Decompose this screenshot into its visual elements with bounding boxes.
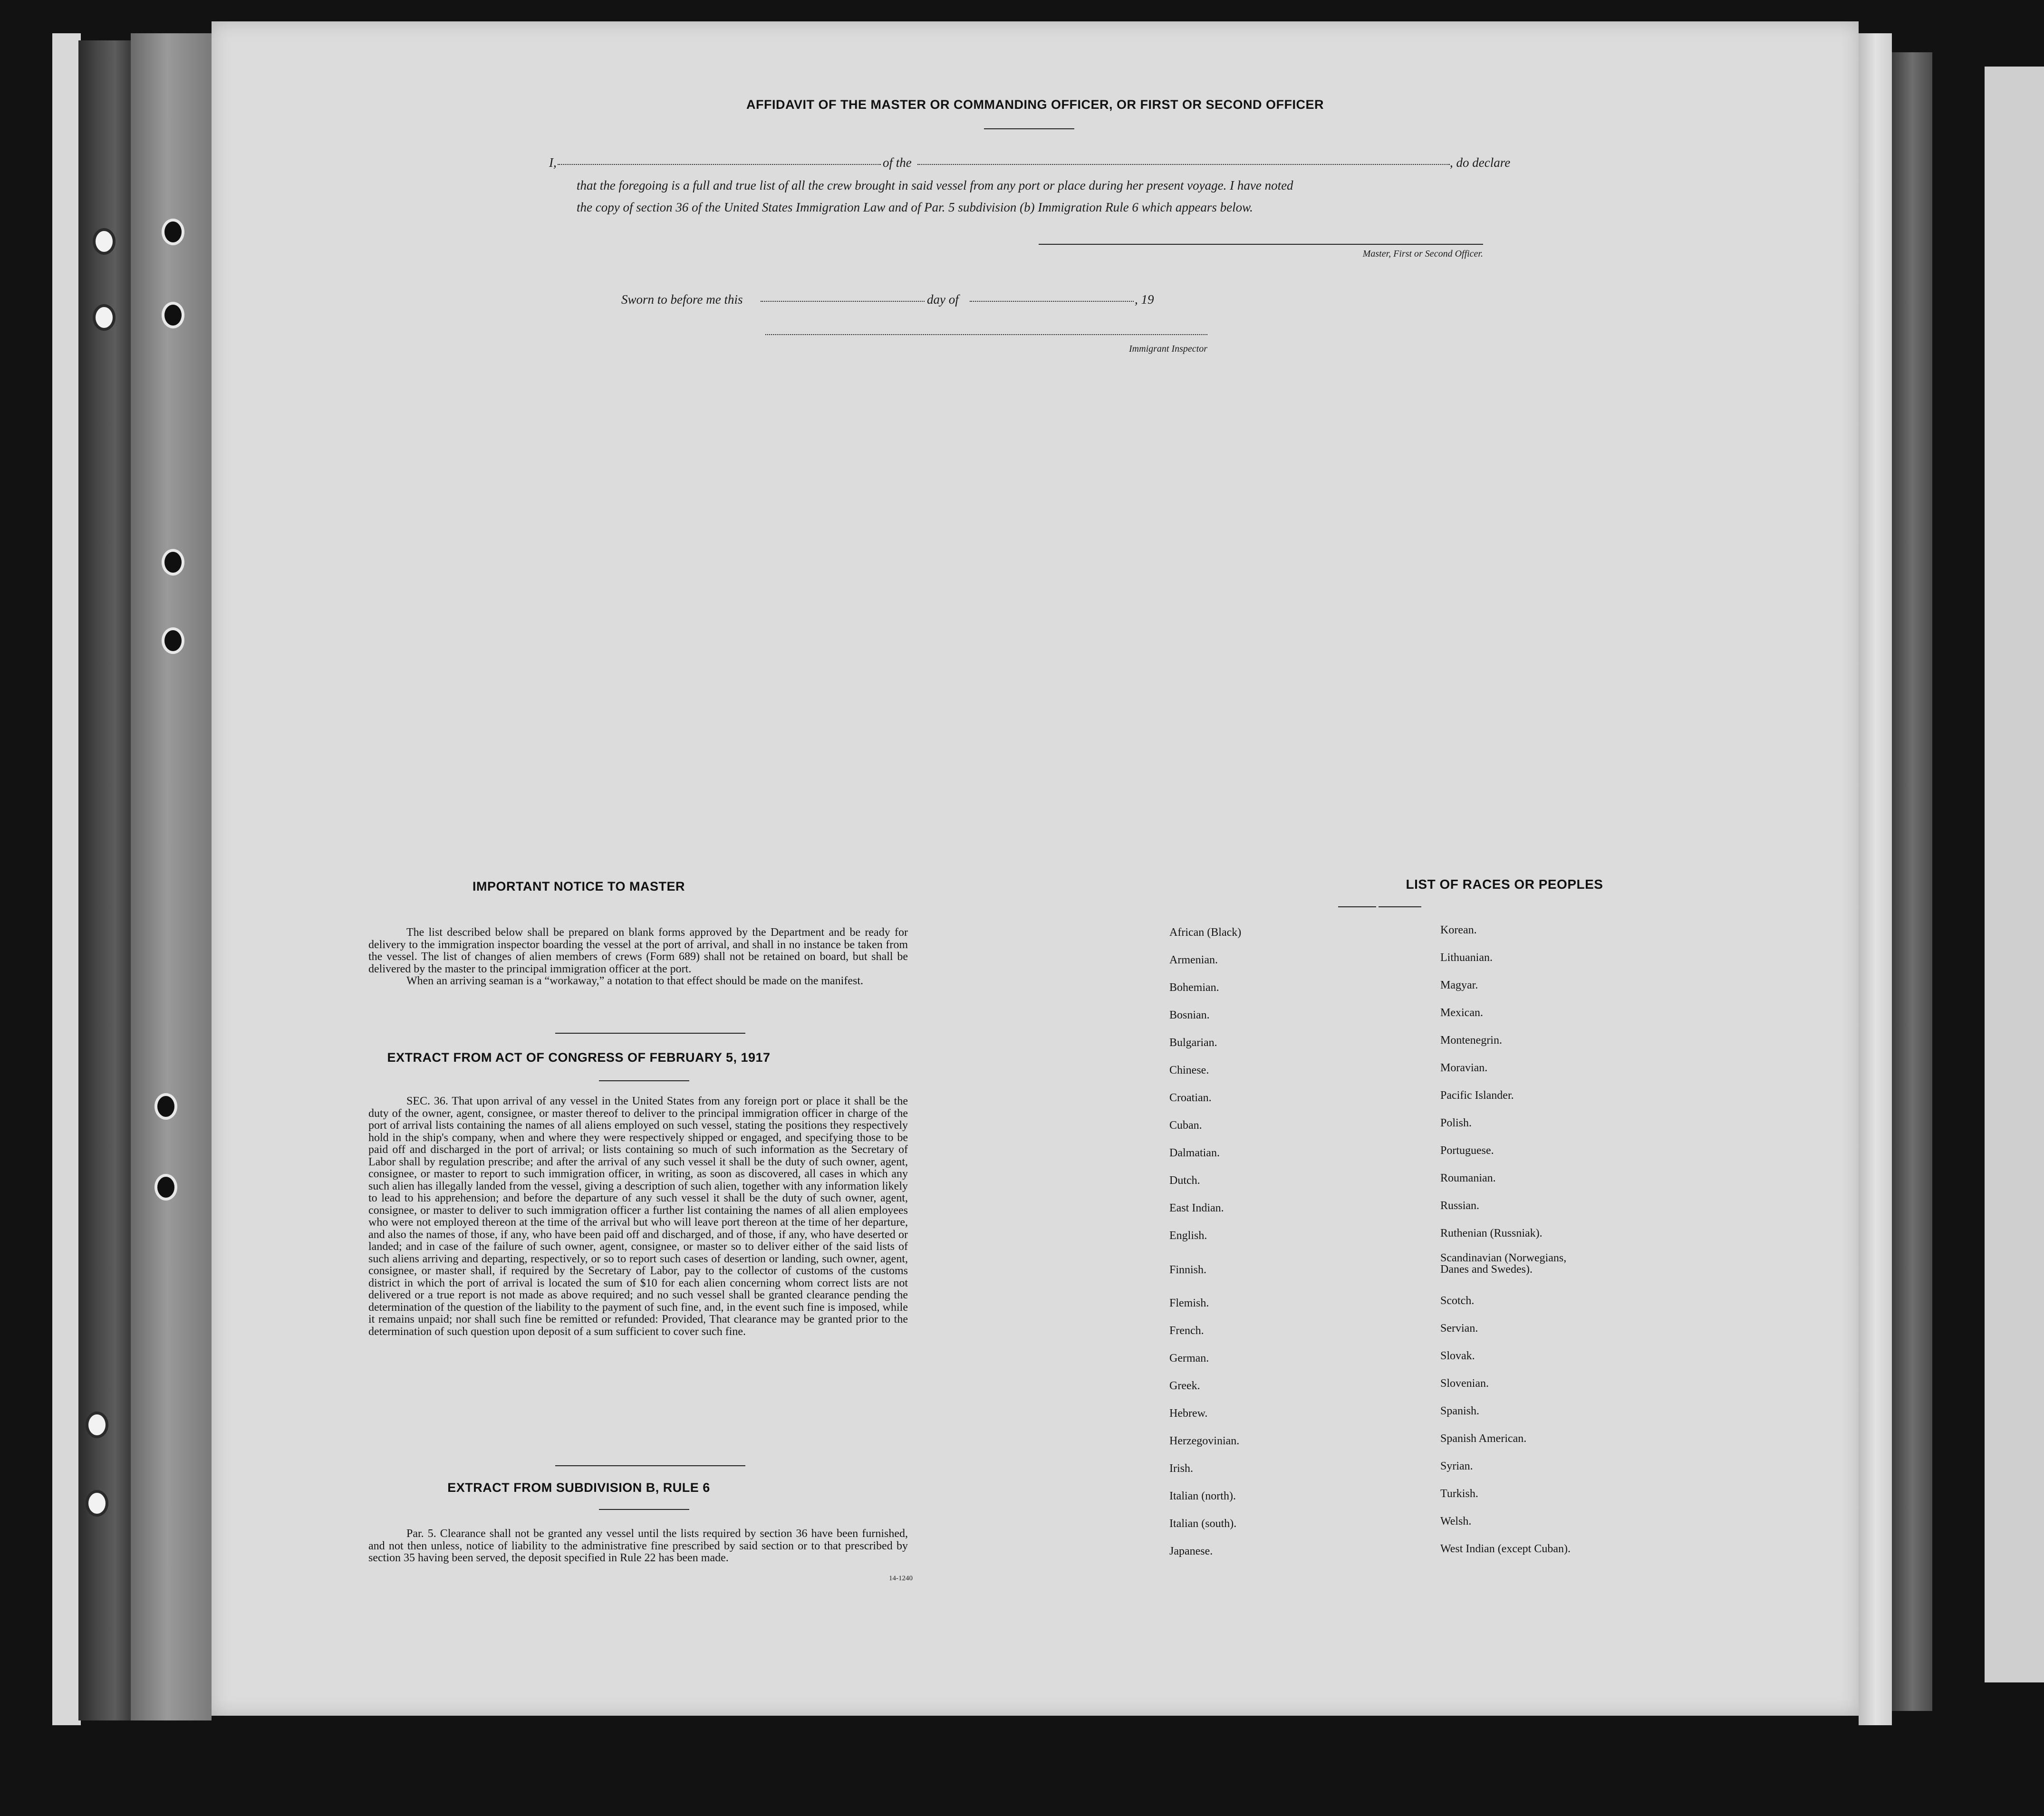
race-item: Italian (south). xyxy=(1169,1518,1237,1530)
race-item: Welsh. xyxy=(1440,1515,1472,1528)
race-item: Irish. xyxy=(1169,1462,1193,1475)
act-extract-paragraph: SEC. 36. That upon arrival of any vessel in the United States from any foreign port or place it shall be the duty of the owner, agent, consignee, or master thereof to deliver to the principal immigration officer in charge of the port of arrival lists containing the names of all aliens employed on such vessel, stating the positions they respectively hold in the ship's company, when and where they were respectively shipped or engaged, and specifying those to be paid off and discharged in the port of arrival; or lists containing so much of such information as the Secretary of Labor shall by regulation prescribe; and after the arrival of any such vessel it shall be the duty of such owner, agent, consignee, or master to report to such immigration officer, in writing, as soon as discovered, all cases in which any such alien has illegally landed from the vessel, giving a description of such alien, together with any information likely to lead to his apprehension; and before the departure of any such vessel it shall be the duty of such owner, agent, consignee, or master to deliver to such immigration officer a further list containing the names of all alien employees who were not employed thereon at the time of the arrival but who will leave port thereon at the time of her departure, and also the names of those, if any, who have been paid off and discharged, and of those, if any, who have deserted or landed; and in case of the failure of such owner, agent, consignee, or master so to deliver either of the said lists of such aliens arriving and departing, respectively, or so to report such cases of desertion or landing, such owner, agent, consignee, or master shall, if required by the Secretary of Labor, pay to the collector of customs of the customs district in which the port of arrival is located the sum of $10 for each alien concerning whom correct lists are not delivered or a true report is not made as above required; and no such vessel shall be granted clearance pending the determination of the question of the liability to the payment of such fine, and, in the event such fine is imposed, while it remains unpaid; nor shall such fine be remitted or refunded: Provided, That clearance may be granted prior to the determination of such question upon deposit of a sum sufficient to cover such fine. xyxy=(368,1095,908,1338)
race-item: Bohemian. xyxy=(1169,981,1219,994)
rule-extract-title: EXTRACT FROM SUBDIVISION B, RULE 6 xyxy=(447,1480,710,1495)
race-item: French. xyxy=(1169,1325,1204,1337)
race-item: Syrian. xyxy=(1440,1460,1473,1472)
race-item: Scandinavian (Norwegians, Danes and Swedes). xyxy=(1440,1252,1567,1276)
race-item: African (Black) xyxy=(1169,926,1242,939)
race-item: German. xyxy=(1169,1352,1209,1364)
sworn-month-field[interactable] xyxy=(970,301,1134,302)
manifest-page xyxy=(212,21,1859,1716)
race-item: Dalmatian. xyxy=(1169,1147,1220,1159)
race-item: Servian. xyxy=(1440,1322,1478,1335)
right-edge-page xyxy=(1985,67,2044,1682)
race-item: Finnish. xyxy=(1169,1264,1207,1276)
binder-hole-icon xyxy=(86,1412,108,1438)
affidavit-statement-line: the copy of section 36 of the United States Immigration Law and of Par. 5 subdivision (b) Immigration Rule 6 which appears below. xyxy=(577,200,1253,214)
race-item: Moravian. xyxy=(1440,1062,1488,1074)
race-item: Pacific Islander. xyxy=(1440,1089,1514,1102)
master-name-field[interactable] xyxy=(558,164,881,165)
race-item: Japanese. xyxy=(1169,1545,1213,1557)
race-item: Flemish. xyxy=(1169,1297,1209,1309)
race-item: Spanish. xyxy=(1440,1405,1480,1417)
left-binder-spine xyxy=(78,40,131,1720)
year-label: , 19 xyxy=(1135,292,1154,307)
section-rule xyxy=(599,1080,689,1081)
binder-hole-icon xyxy=(154,1093,177,1120)
affidavit-title: AFFIDAVIT OF THE MASTER OR COMMANDING OFFICER, OR FIRST OR SECOND OFFICER xyxy=(746,97,1324,112)
inspector-caption: Immigrant Inspector xyxy=(1129,344,1207,354)
master-signature-caption: Master, First or Second Officer. xyxy=(1362,249,1483,259)
race-item: Lithuanian. xyxy=(1440,951,1493,964)
act-extract-body xyxy=(368,1095,908,1338)
section-rule xyxy=(1379,906,1421,907)
form-number: 14-1240 xyxy=(889,1575,913,1582)
race-item: Herzegovinian. xyxy=(1169,1435,1240,1447)
race-item: Bosnian. xyxy=(1169,1009,1210,1021)
section-rule xyxy=(555,1033,745,1034)
act-extract-title: EXTRACT FROM ACT OF CONGRESS OF FEBRUARY 5, 1917 xyxy=(387,1050,771,1065)
race-item: Portuguese. xyxy=(1440,1144,1494,1157)
race-item: English. xyxy=(1169,1230,1207,1242)
notice-title: IMPORTANT NOTICE TO MASTER xyxy=(472,879,685,894)
binder-hole-icon xyxy=(162,302,184,328)
race-item: Slovak. xyxy=(1440,1350,1475,1362)
race-item: East Indian. xyxy=(1169,1202,1224,1214)
race-item: Bulgarian. xyxy=(1169,1037,1217,1049)
binder-hole-icon xyxy=(86,1490,108,1517)
race-item: Mexican. xyxy=(1440,1007,1483,1019)
left-back-page xyxy=(52,33,81,1725)
race-item: Slovenian. xyxy=(1440,1377,1489,1390)
master-signature-line[interactable] xyxy=(1039,244,1483,245)
races-title: LIST OF RACES OR PEOPLES xyxy=(1406,877,1603,892)
race-item: Ruthenian (Russniak). xyxy=(1440,1227,1543,1239)
sworn-day-field[interactable] xyxy=(761,301,925,302)
binder-hole-icon xyxy=(93,228,116,255)
sworn-label: Sworn to before me this xyxy=(621,292,743,307)
binder-hole-icon xyxy=(162,219,184,245)
notice-paragraph: The list described below shall be prepared on blank forms approved by the Department and be ready for delivery to the immigration inspector boarding the vessel at the port of arrival, and shall in no instance be taken from the vessel. The list of changes of alien members of crews (Form 689) shall not be retained on board, but shall be delivered by the master to the principal immigration officer at the port. xyxy=(368,926,908,975)
binder-hole-icon xyxy=(162,549,184,576)
race-item: Spanish American. xyxy=(1440,1432,1527,1445)
race-item: Scotch. xyxy=(1440,1295,1475,1307)
race-item: Polish. xyxy=(1440,1117,1472,1129)
section-rule xyxy=(599,1509,689,1510)
binder-hole-icon xyxy=(93,304,116,331)
race-item: Croatian. xyxy=(1169,1092,1212,1104)
affidavit-i-label: I, xyxy=(549,155,557,170)
vessel-name-field[interactable] xyxy=(917,164,1450,165)
section-rule xyxy=(1338,906,1376,907)
right-binder-spine xyxy=(1892,52,1932,1711)
right-page-stack xyxy=(1859,33,1892,1725)
race-item: Hebrew. xyxy=(1169,1407,1208,1420)
affidavit-statement-line: that the foregoing is a full and true list of all the crew brought in said vessel from any port or place during her present voyage. I have noted xyxy=(577,178,1293,192)
affidavit-declare-label: , do declare xyxy=(1450,155,1511,170)
race-item: Turkish. xyxy=(1440,1488,1478,1500)
race-item: West Indian (except Cuban). xyxy=(1440,1543,1571,1555)
affidavit-of-the-label: of the xyxy=(883,155,912,170)
day-of-label: day of xyxy=(927,292,959,307)
race-item: Chinese. xyxy=(1169,1064,1209,1076)
section-rule xyxy=(555,1465,745,1466)
rule-extract-paragraph: Par. 5. Clearance shall not be granted any vessel until the lists required by section 36 have been furnished, and not then unless, notice of liability to the administrative fine prescribed by said section or to that prescribed by section 35 having been served, the deposit specified in Rule 22 has been made. xyxy=(368,1528,908,1564)
left-binder-strip xyxy=(131,33,212,1720)
notice-paragraph: When an arriving seaman is a “workaway,” a notation to that effect should be made on the manifest. xyxy=(406,975,863,987)
race-item: Armenian. xyxy=(1169,954,1218,966)
title-rule xyxy=(984,128,1074,129)
race-item: Montenegrin. xyxy=(1440,1034,1502,1047)
race-item: Cuban. xyxy=(1169,1119,1202,1132)
binder-hole-icon xyxy=(154,1174,177,1201)
race-item: Russian. xyxy=(1440,1200,1480,1212)
notice-body xyxy=(368,927,908,988)
race-item: Magyar. xyxy=(1440,979,1478,991)
rule-extract-body xyxy=(368,1528,908,1565)
race-item: Dutch. xyxy=(1169,1174,1200,1187)
inspector-signature-line[interactable] xyxy=(765,334,1207,335)
race-item: Roumanian. xyxy=(1440,1172,1496,1184)
race-item: Italian (north). xyxy=(1169,1490,1236,1502)
race-item: Greek. xyxy=(1169,1380,1200,1392)
race-item: Korean. xyxy=(1440,924,1477,936)
binder-hole-icon xyxy=(162,627,184,654)
